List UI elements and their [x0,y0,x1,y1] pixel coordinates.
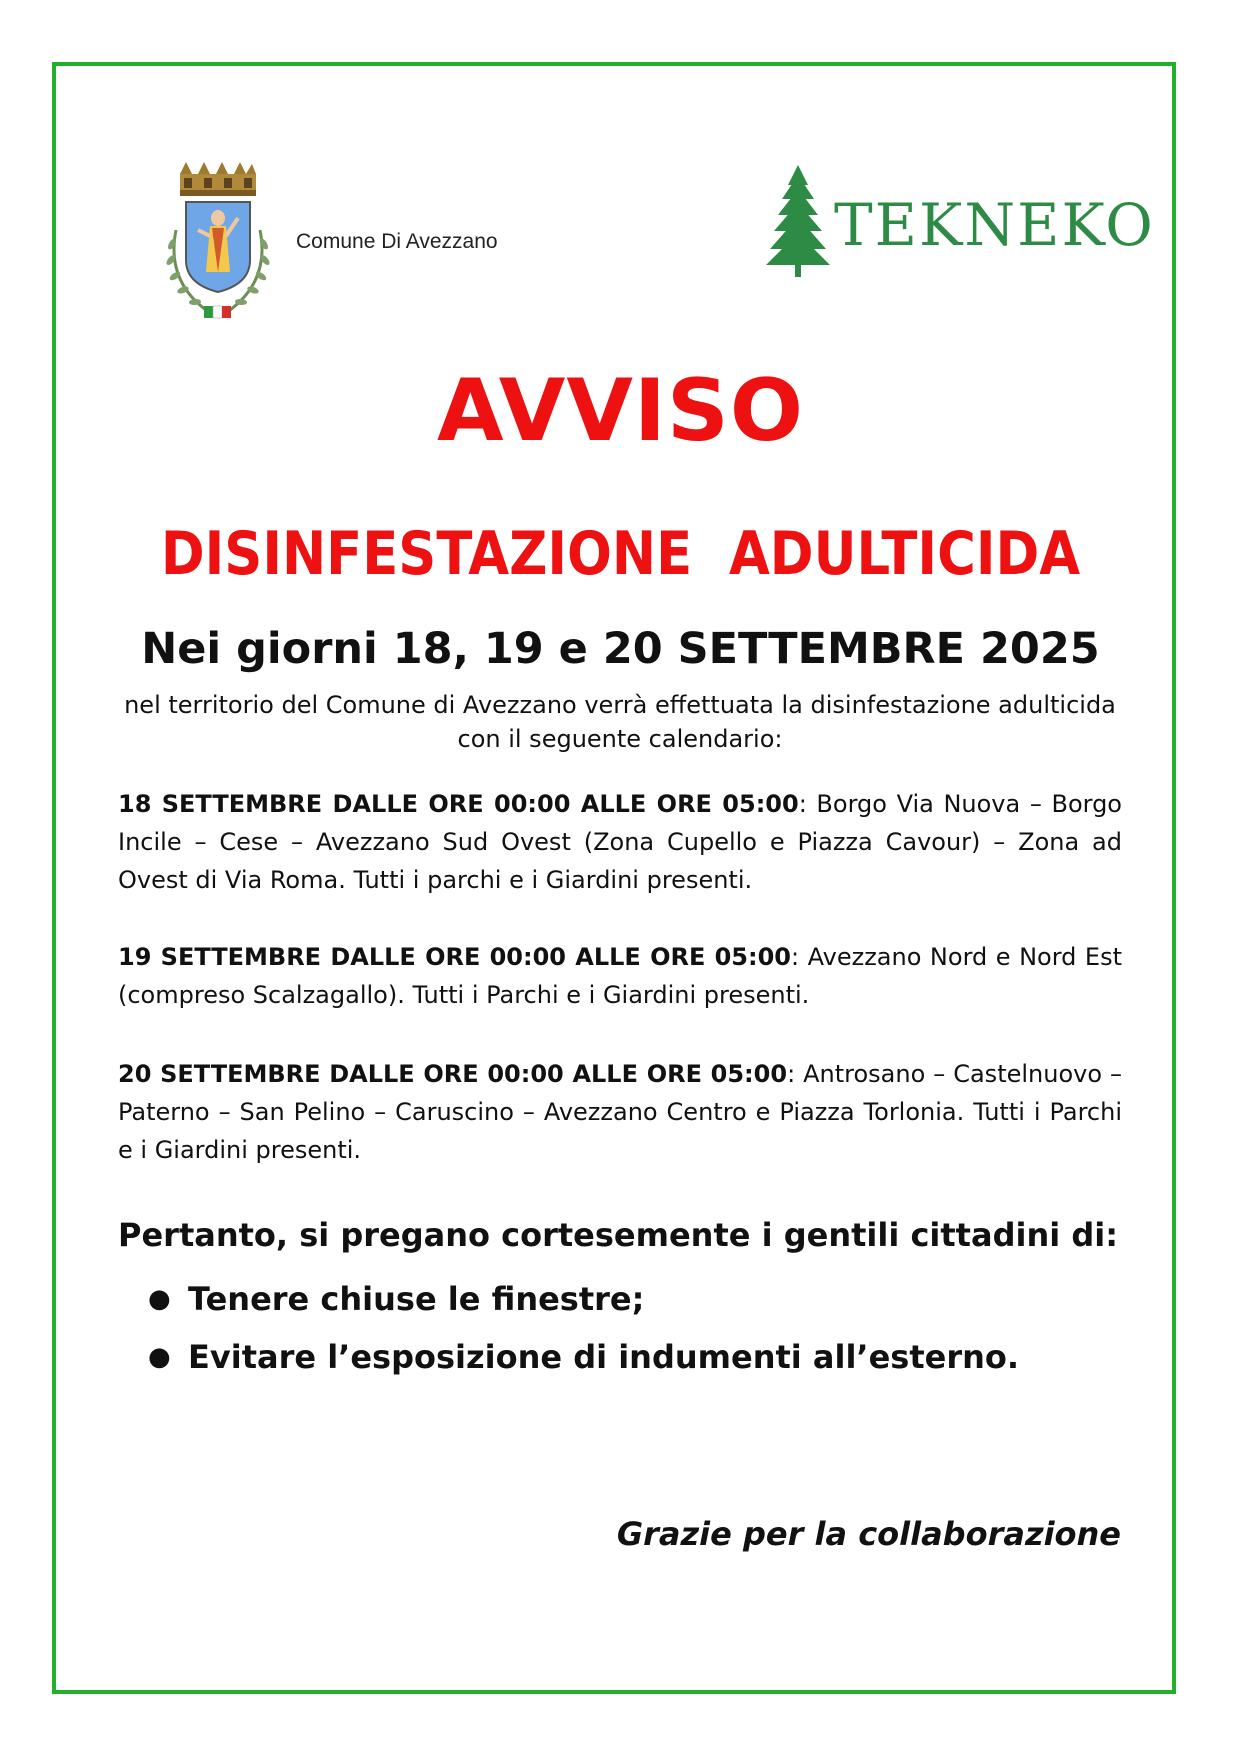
list-item [148,1328,1019,1386]
pine-tree-icon [766,165,830,277]
list-item [148,1270,1019,1328]
dates-line: Nei giorni 18, 19 e 20 SETTEMBRE 2025 [141,624,1100,674]
schedule-item [118,1055,1122,1169]
coat-of-arms-icon [158,160,278,328]
comune-label: Comune Di Avezzano [296,230,498,253]
request-text: Evitare l’esposizione di indumenti all’esterno. [188,1338,1020,1376]
schedule-details: : Avezzano Nord e Nord Est (compreso Scalzagallo). Tutti i Parchi e i Giardini presenti. [118,943,1122,1009]
schedule-item [118,938,1122,1014]
request-text: Tenere chiuse le finestre; [188,1280,645,1318]
schedule-details: : Antrosano – Castelnuovo – Paterno – San Pelino – Caruscino – Avezzano Centro e Piazza Torlonia. Tutti i Parchi e i Giardini presenti. [118,1060,1122,1164]
company-logo-text: TEKNEKO [834,191,1155,259]
notice-subtitle: DISINFESTAZIONE ADULTICIDA [160,519,1081,589]
bullet-icon: ● [148,1284,171,1314]
request-list [148,1270,1019,1386]
schedule-heading: 20 SETTEMBRE DALLE ORE 00:00 ALLE ORE 05:00 [118,1060,788,1088]
appeal-intro: Pertanto, si pregano cortesemente i gentili cittadini di: [118,1216,1118,1254]
schedule-item [118,785,1122,899]
schedule-details: : Borgo Via Nuova – Borgo Incile – Cese – Avezzano Sud Ovest (Zona Cupello e Piazza Cavour) – Zona ad Ovest di Via Roma. Tutti i parchi e i Giardini presenti. [118,790,1122,894]
closing-text: Grazie per la collaborazione [616,1515,1121,1553]
schedule-heading: 19 SETTEMBRE DALLE ORE 00:00 ALLE ORE 05:00 [118,943,791,971]
intro-text: nel territorio del Comune di Avezzano verrà effettuata la disinfestazione adulticida con il seguente calendario: [124,691,1116,753]
bullet-icon: ● [148,1342,171,1372]
schedule-heading: 18 SETTEMBRE DALLE ORE 00:00 ALLE ORE 05:00 [118,790,799,818]
notice-title: AVVISO [437,361,804,461]
